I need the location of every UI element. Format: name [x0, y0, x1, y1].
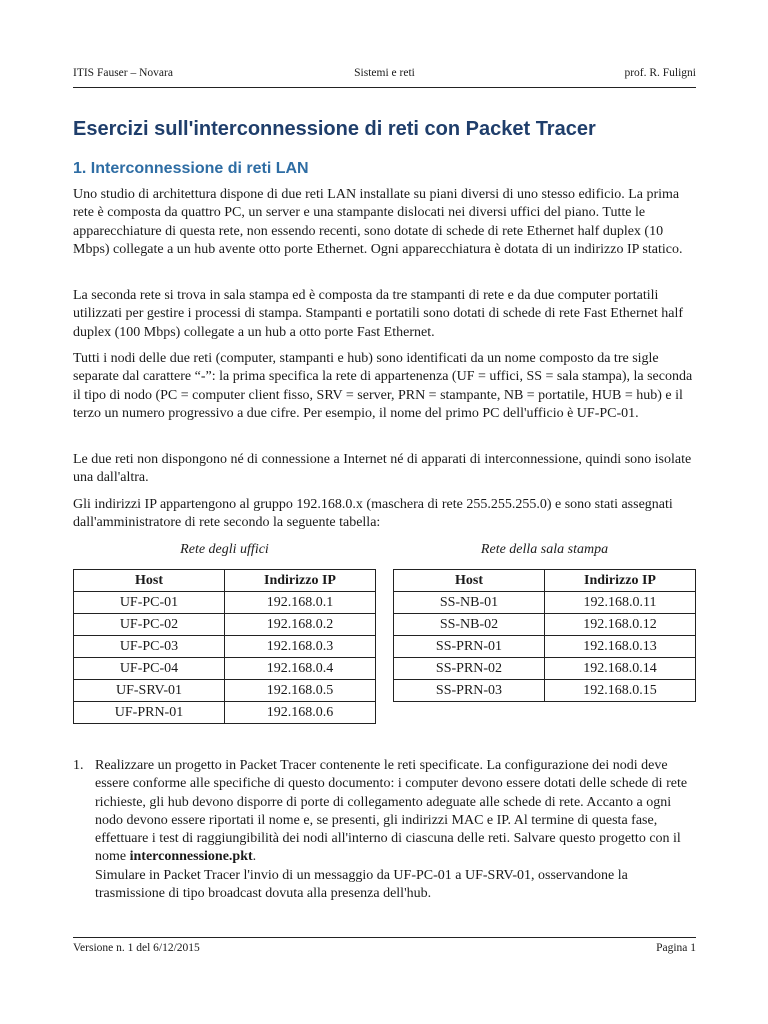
paragraph-3: Tutti i nodi delle due reti (computer, stampanti e hub) sono identificati da un nome composto da tre sigle separate dal carattere “-”: la prima specifica la rete di appartenenza (UF = uffici, SS = sala stampa), la seconda il tipo di nodo (PC = computer client fisso, SRV = server, PRN = stampante, NB = portatile, HUB = hub) e il terzo un numero progressivo a due cifre. Per esempio, il nome del primo PC dell'ufficio è UF-PC-01. [73, 351, 693, 422]
paragraph-2: La seconda rete si trova in sala stampa ed è composta da tre stampanti di rete e da due computer portatili utilizzati per gestire i processi di stampa. Stampanti e portatili sono dotati di schede di rete Fast Ethernet half duplex (100 Mbps) collegate a un hub a otto porte Fast Ethernet. [73, 288, 683, 340]
host-cell: UF-PC-02 [74, 614, 225, 636]
offices-ip-table [73, 569, 376, 724]
table-row [394, 680, 696, 702]
host-cell: UF-PC-01 [74, 592, 225, 614]
exercise-text-end: . [252, 849, 257, 865]
table-row [74, 592, 376, 614]
host-cell: SS-PRN-03 [394, 680, 545, 702]
table-row [74, 636, 376, 658]
host-cell: SS-NB-02 [394, 614, 545, 636]
column-header-ip: Indirizzo IP [545, 570, 696, 592]
ip-cell: 192.168.0.4 [225, 658, 376, 680]
page-header [73, 67, 696, 83]
offices-table-caption: Rete degli uffici [180, 542, 269, 557]
ip-cell: 192.168.0.1 [225, 592, 376, 614]
table-header-row [394, 570, 696, 592]
host-cell: SS-PRN-02 [394, 658, 545, 680]
exercise-simulation-text: Simulare in Packet Tracer l'invio di un messaggio da UF-PC-01 a UF-SRV-01, osservandone la trasmissione di tipo broadcast dovuta alla presenza dell'hub. [95, 867, 628, 902]
exercise-number: 1. [73, 758, 84, 773]
footer-version: Versione n. 1 del 6/12/2015 [73, 942, 200, 954]
table-row [394, 614, 696, 636]
table-row [74, 702, 376, 724]
column-header-host: Host [394, 570, 545, 592]
host-cell: UF-PC-03 [74, 636, 225, 658]
header-subject: Sistemi e reti [354, 67, 415, 79]
table-row [74, 614, 376, 636]
footer-rule [73, 937, 696, 938]
ip-cell: 192.168.0.3 [225, 636, 376, 658]
ip-cell: 192.168.0.5 [225, 680, 376, 702]
paragraph-1: Uno studio di architettura dispone di due reti LAN installate su piani diversi di uno stesso edificio. La prima rete è composta da quattro PC, un server e una stampante dislocati nei diversi uffici del piano. Tutte le apparecchiature di questa rete, non essendo recenti, sono dotate di schede di rete Ethernet half duplex (10 Mbps) collegate a un hub avente otto porte Ethernet. Ogni apparecchiatura è dotata di un indirizzo IP statico. [73, 187, 683, 258]
ip-cell: 192.168.0.13 [545, 636, 696, 658]
ip-cell: 192.168.0.6 [225, 702, 376, 724]
paragraph-5: Gli indirizzi IP appartengono al gruppo 192.168.0.x (maschera di rete 255.255.255.0) e sono stati assegnati dall'amministratore di rete secondo la seguente tabella: [73, 497, 673, 531]
host-cell: SS-NB-01 [394, 592, 545, 614]
document-page [73, 0, 696, 1024]
table-row [74, 658, 376, 680]
header-author: prof. R. Fuligni [624, 67, 696, 79]
host-cell: SS-PRN-01 [394, 636, 545, 658]
project-filename: interconnessione.pkt [129, 849, 253, 865]
header-rule [73, 87, 696, 88]
host-cell: UF-PRN-01 [74, 702, 225, 724]
table-row [74, 680, 376, 702]
table-row [394, 636, 696, 658]
printroom-ip-table [393, 569, 696, 702]
header-school: ITIS Fauser – Novara [73, 67, 173, 79]
ip-cell: 192.168.0.14 [545, 658, 696, 680]
host-cell: UF-PC-04 [74, 658, 225, 680]
column-header-host: Host [74, 570, 225, 592]
exercise-item [95, 757, 698, 903]
column-header-ip: Indirizzo IP [225, 570, 376, 592]
document-title: Esercizi sull'interconnessione di reti con Packet Tracer [73, 118, 596, 140]
footer-page-number: Pagina 1 [656, 942, 696, 954]
ip-cell: 192.168.0.15 [545, 680, 696, 702]
host-cell: UF-SRV-01 [74, 680, 225, 702]
section-heading: 1. Interconnessione di reti LAN [73, 160, 309, 177]
table-header-row [74, 570, 376, 592]
table-row [394, 592, 696, 614]
ip-cell: 192.168.0.12 [545, 614, 696, 636]
paragraph-4: Le due reti non dispongono né di connessione a Internet né di apparati di interconnessione, quindi sono isolate una dall'altra. [73, 452, 692, 486]
printroom-table-caption: Rete della sala stampa [480, 542, 609, 557]
ip-cell: 192.168.0.2 [225, 614, 376, 636]
ip-cell: 192.168.0.11 [545, 592, 696, 614]
table-row [394, 658, 696, 680]
exercise-text: Realizzare un progetto in Packet Tracer contenente le reti specificate. La configurazione dei nodi deve essere conforme alle specifiche di questo documento: i computer devono essere dotati delle schede di rete richieste, gli hub devono disporre di porte di collegamento adeguate alle schede di rete. Accanto a ogni nodo devono essere riportati il nome e, se presenti, gli indirizzi MAC e IP. Al termine di questa fase, effettuare i test di raggiungibilità dei nodi all'interno di ciascuna delle reti. Salvare questo progetto con il nome [95, 758, 688, 865]
